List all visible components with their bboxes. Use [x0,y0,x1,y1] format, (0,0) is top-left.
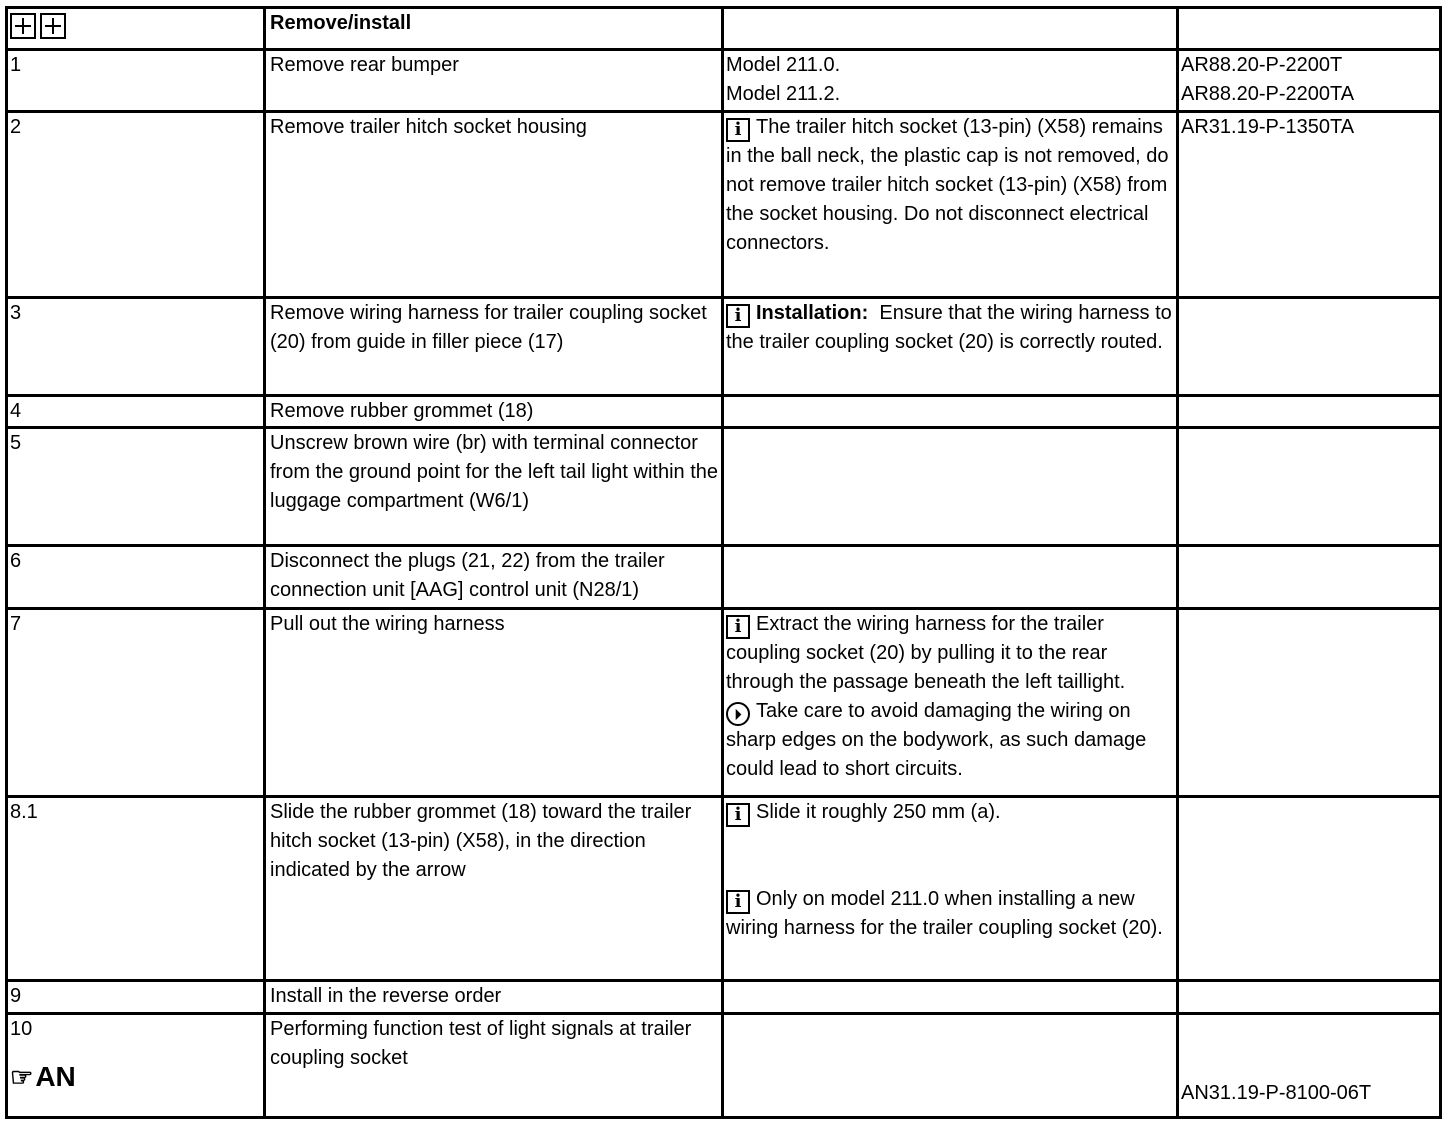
table-title: Remove/install [265,8,723,50]
model-note: Model 211.0. [726,54,841,76]
collapse-icon[interactable] [40,13,66,39]
pointing-hand-icon: ☞ [10,1062,34,1092]
step-refs [1178,797,1441,981]
step-number: 2 [7,112,265,298]
step-notes [723,298,1178,396]
warning-note [726,697,1176,784]
info-note [726,885,1176,943]
table-row [7,609,1441,797]
info-icon: i [726,118,750,142]
step-refs [1178,50,1441,112]
doc-reference-link[interactable]: AR31.19-P-1350TA [1181,116,1355,138]
step-number: 6 [7,546,265,609]
header-col4 [1178,8,1441,50]
an-link[interactable] [10,1060,263,1094]
step-number: 10 [10,1018,33,1040]
step-number: 8.1 [7,797,265,981]
step-action: Performing function test of light signals at trailer coupling socket [265,1014,723,1118]
step-number: 3 [7,298,265,396]
step-action: Remove rubber grommet (18) [265,396,723,428]
step-notes [723,609,1178,797]
step-refs [1178,298,1441,396]
table-row [7,396,1441,428]
step-refs [1178,396,1441,428]
step-action: Install in the reverse order [265,981,723,1014]
step-refs [1178,609,1441,797]
installation-label: Installation: [756,302,869,324]
expand-icon[interactable] [10,13,36,39]
table-header-row [7,8,1441,50]
header-col3 [723,8,1178,50]
info-note [726,299,1176,357]
info-icon: i [726,304,750,328]
doc-reference-link[interactable]: AR88.20-P-2200T [1181,54,1343,76]
step-number-cell [7,1014,265,1118]
info-note-text: Extract the wiring harness for the trailer coupling socket (20) by pulling it to the rear through the passage beneath the left taillight. [726,613,1126,693]
step-action: Remove rear bumper [265,50,723,112]
step-action: Slide the rubber grommet (18) toward the trailer hitch socket (13-pin) (X58), in the direction indicated by the arrow [265,797,723,981]
step-action: Remove wiring harness for trailer coupling socket (20) from guide in filler piece (17) [265,298,723,396]
step-notes [723,797,1178,981]
step-number: 4 [7,396,265,428]
table-row [7,797,1441,981]
info-note [726,610,1176,697]
step-notes [723,428,1178,546]
step-refs [1178,112,1441,298]
warning-icon: ⏵ [726,702,750,726]
warning-note-text: Take care to avoid damaging the wiring on sharp edges on the bodywork, as such damage could lead to short circuits. [726,700,1147,780]
table-row [7,112,1441,298]
step-notes [723,546,1178,609]
info-note-text: Ensure that the wiring harness to the trailer coupling socket (20) is correctly routed. [726,302,1172,353]
step-notes [723,1014,1178,1118]
step-action: Disconnect the plugs (21, 22) from the trailer connection unit [AAG] control unit (N28/1) [265,546,723,609]
step-refs [1178,428,1441,546]
step-notes [723,112,1178,298]
info-icon: i [726,615,750,639]
step-notes [723,50,1178,112]
header-icons-cell [7,8,265,50]
step-refs [1178,981,1441,1014]
table-row [7,50,1441,112]
step-action: Remove trailer hitch socket housing [265,112,723,298]
procedure-table [5,6,1442,1119]
info-note [726,798,1176,827]
info-note-text: Only on model 211.0 when installing a new wiring harness for the trailer coupling socket (20). [726,888,1163,939]
info-note-text: The trailer hitch socket (13-pin) (X58) remains in the ball neck, the plastic cap is not removed, do not remove trailer hitch socket (13-pin) (X58) from the socket housing. Do not disconnect electrical connectors. [726,116,1169,254]
table-row [7,1014,1441,1118]
step-refs [1178,1014,1441,1118]
doc-reference-link[interactable]: AR88.20-P-2200TA [1181,83,1355,105]
model-note: Model 211.2. [726,83,841,105]
step-number: 5 [7,428,265,546]
step-number: 9 [7,981,265,1014]
info-note [726,113,1176,258]
step-notes [723,981,1178,1014]
table-row [7,298,1441,396]
step-action: Pull out the wiring harness [265,609,723,797]
step-number: 7 [7,609,265,797]
step-action: Unscrew brown wire (br) with terminal connector from the ground point for the left tail light within the luggage compartment (W6/1) [265,428,723,546]
table-row [7,981,1441,1014]
info-icon: i [726,803,750,827]
step-notes [723,396,1178,428]
an-link-label: AN [35,1061,76,1092]
step-refs [1178,546,1441,609]
doc-reference-link[interactable]: AN31.19-P-8100-06T [1181,1082,1372,1104]
info-icon: i [726,890,750,914]
step-number: 1 [7,50,265,112]
table-row [7,428,1441,546]
table-row [7,546,1441,609]
info-note-text: Slide it roughly 250 mm (a). [756,801,1001,823]
